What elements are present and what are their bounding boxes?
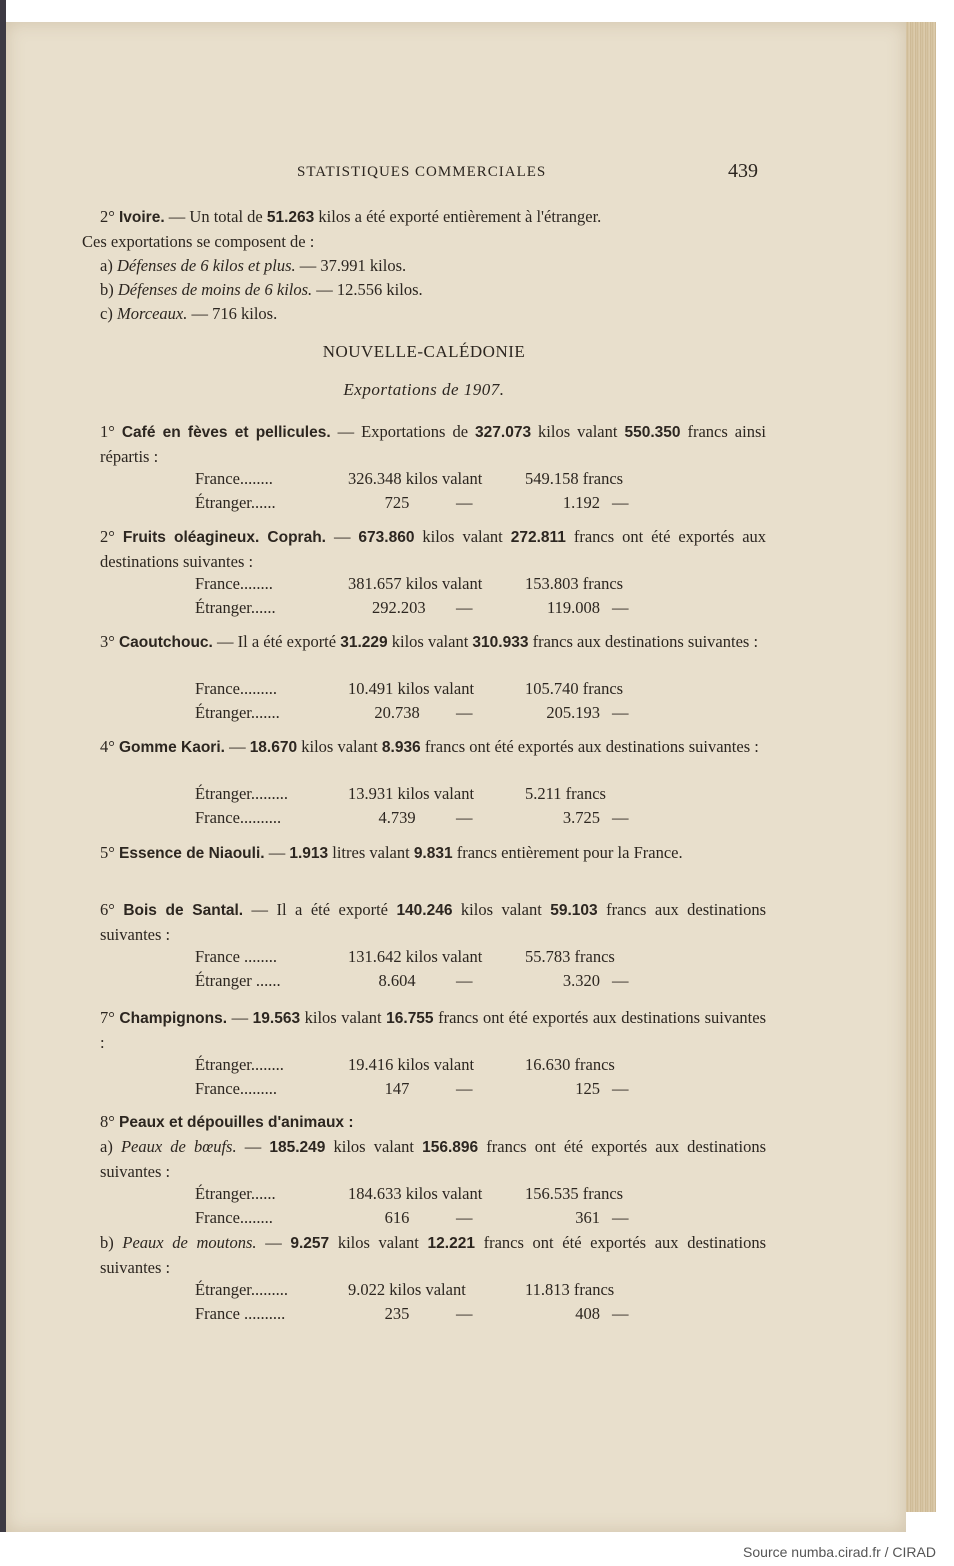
sub-letter: b) [100, 1233, 123, 1252]
ditto-dash: — [612, 971, 629, 990]
product-paragraph [82, 1135, 766, 1184]
destination-label: France........ [195, 1208, 273, 1227]
paragraph-body [82, 630, 766, 655]
text: — Il a été exporté [212, 632, 341, 651]
ditto-dash: — [456, 971, 473, 990]
ditto-dash: — [456, 808, 473, 827]
value-francs: 59.103 [550, 902, 598, 919]
ditto-dash: — [612, 598, 629, 617]
ditto-dash: — [612, 1079, 629, 1098]
item-number: 6° [100, 900, 124, 919]
section-subtitle: Exportations de 1907. [343, 380, 505, 399]
text: — [325, 527, 359, 546]
quantity: 185.249 [269, 1139, 326, 1156]
text: francs ont été exportés aux destinations suivantes : [100, 1008, 767, 1052]
destination-label: Étranger....... [195, 703, 280, 722]
product-paragraph [82, 420, 766, 469]
kilos-value: 20.738 [374, 703, 420, 722]
sub-letter: a) [100, 1137, 121, 1156]
destination-label: France......... [195, 1079, 278, 1098]
destination-label: France.......... [195, 808, 282, 827]
kilos-value: 9.022 kilos valant [348, 1280, 466, 1299]
ditto-dash: — [456, 598, 473, 617]
destination-label: Étranger........ [195, 1055, 284, 1074]
quantity: 327.073 [475, 424, 532, 441]
text: francs aux destinations suivantes : [528, 632, 759, 651]
francs-value: 408 [575, 1304, 600, 1323]
paragraph-body [82, 1135, 766, 1184]
page-edges [906, 22, 936, 1512]
text: francs entièrement pour la France. [452, 843, 683, 862]
text: kilos a été exporté entièrement à l'étranger. [314, 207, 602, 226]
text: — [264, 843, 290, 862]
product-title: Bois de Santal. [123, 902, 244, 919]
sub-label: Morceaux. [116, 304, 188, 323]
francs-value: 16.630 francs [525, 1055, 615, 1074]
ditto-dash: — [456, 1079, 473, 1098]
quantity: 673.860 [358, 529, 415, 546]
paragraph-body [82, 898, 766, 947]
kilos-value: 235 [384, 1304, 410, 1323]
sub-label: Peaux de moutons. [122, 1233, 257, 1252]
product-paragraph [82, 630, 766, 655]
source-credit: Source numba.cirad.fr / CIRAD [743, 1544, 936, 1560]
item-number: 4° [100, 737, 119, 756]
page-number: 439 [728, 160, 758, 182]
kilos-value: 725 [384, 493, 410, 512]
francs-value: 361 [575, 1208, 600, 1227]
francs-value: 3.725 [562, 808, 600, 827]
product-title: Fruits oléagineux. Coprah. [122, 529, 326, 546]
text: francs ont été exportés aux destinations suivantes : [100, 1233, 767, 1277]
text: — [236, 1137, 270, 1156]
text: kilos valant [387, 632, 473, 651]
quantity: 19.563 [252, 1010, 301, 1027]
destination-label: France........ [195, 574, 273, 593]
kilos-value: 326.348 kilos valant [348, 469, 483, 488]
francs-value: 125 [575, 1079, 600, 1098]
paragraph-body [82, 1231, 766, 1280]
text: kilos valant [325, 1137, 423, 1156]
text: kilos valant [329, 1233, 428, 1252]
destination-label: France......... [195, 679, 278, 698]
text: — Il a été exporté [243, 900, 397, 919]
destination-label: France ........ [195, 947, 278, 966]
value-francs: 272.811 [510, 529, 566, 546]
quantity: 9.257 [290, 1235, 330, 1252]
ditto-dash: — [456, 493, 473, 512]
ditto-dash: — [612, 1304, 629, 1323]
text: — [224, 737, 250, 756]
destination-label: Étranger......... [195, 1280, 289, 1299]
ditto-dash: — [612, 1208, 629, 1227]
sub-letter: b) [100, 280, 114, 299]
value-francs: 550.350 [624, 424, 681, 441]
text: — [227, 1008, 253, 1027]
item-number: 1° [100, 422, 122, 441]
paragraph-body [82, 525, 766, 574]
kilos-value: 184.633 kilos valant [348, 1184, 483, 1203]
destination-label: Étranger...... [195, 493, 276, 512]
quantity: 31.229 [340, 634, 388, 651]
sub-label: Peaux de bœufs. [120, 1137, 237, 1156]
product-title: Champignons. [119, 1010, 228, 1027]
kilos-value: 13.931 kilos valant [348, 784, 475, 803]
kilos-value: 8.604 [378, 971, 416, 990]
kilos-value: 131.642 kilos valant [348, 947, 483, 966]
text: kilos valant [297, 737, 382, 756]
ditto-dash: — [612, 703, 629, 722]
value-francs: 12.221 [427, 1235, 475, 1252]
francs-value: 3.320 [562, 971, 600, 990]
product-paragraph [82, 735, 766, 760]
destination-label: Étranger...... [195, 1184, 276, 1203]
paragraph-body [82, 841, 766, 866]
product-title: Gomme Kaori. [118, 739, 225, 756]
quantity: 1.913 [289, 845, 329, 862]
francs-value: 105.740 francs [525, 679, 624, 698]
section-title: NOUVELLE-CALÉDONIE [322, 342, 526, 361]
destination-label: Étranger......... [195, 784, 289, 803]
ditto-dash: — [612, 808, 629, 827]
sub-value: — 37.991 kilos. [295, 256, 407, 275]
product-title: Café en fèves et pellicules. [121, 424, 331, 441]
item-number: 7° [100, 1008, 120, 1027]
running-title: STATISTIQUES COMMERCIALES [297, 164, 547, 180]
value-francs: 9.831 [413, 845, 453, 862]
francs-value: 55.783 francs [525, 947, 615, 966]
product-paragraph [82, 525, 766, 574]
text: kilos valant [300, 1008, 387, 1027]
text: kilos valant [414, 527, 511, 546]
text-line: Ces exportations se composent de : [82, 232, 315, 251]
product-title: Peaux et dépouilles d'animaux : [118, 1114, 354, 1131]
francs-value: 5.211 francs [525, 784, 606, 803]
ditto-dash: — [456, 1304, 473, 1323]
kilos-value: 10.491 kilos valant [348, 679, 475, 698]
francs-value: 205.193 [546, 703, 600, 722]
item-number: 8° [100, 1112, 119, 1131]
item-number: 5° [100, 843, 119, 862]
ivoire-paragraph [82, 205, 766, 326]
kilos-value: 4.739 [378, 808, 416, 827]
ditto-dash: — [612, 493, 629, 512]
destination-label: Étranger ...... [195, 971, 281, 990]
destination-label: Étranger...... [195, 598, 276, 617]
item-number: 2° [100, 527, 123, 546]
text: litres valant [328, 843, 414, 862]
text: francs aux destinations suivantes : [100, 900, 766, 944]
ditto-dash: — [456, 1208, 473, 1227]
francs-value: 11.813 francs [525, 1280, 615, 1299]
francs-value: 156.535 francs [525, 1184, 624, 1203]
sub-label: Défenses de moins de 6 kilos. [117, 280, 313, 299]
text: francs ainsi répartis : [100, 422, 766, 466]
quantity: 51.263 [266, 209, 315, 226]
sub-value: — 716 kilos. [187, 304, 278, 323]
value-francs: 310.933 [472, 634, 529, 651]
text: francs ont été exportés aux destinations suivantes : [100, 1137, 767, 1181]
value-francs: 16.755 [386, 1010, 434, 1027]
product-paragraph [82, 841, 766, 866]
paragraph-body [82, 420, 766, 469]
product-title: Essence de Niaouli. [118, 845, 265, 862]
kilos-value: 292.203 [372, 598, 426, 617]
text: francs ont été exportés aux destinations suivantes : [100, 527, 767, 571]
francs-value: 153.803 francs [525, 574, 624, 593]
product-title: Caoutchouc. [118, 634, 213, 651]
paragraph-body [82, 1110, 766, 1135]
sub-letter: c) [100, 304, 113, 323]
quantity: 140.246 [396, 902, 453, 919]
sub-letter: a) [100, 256, 113, 275]
text: — Un total de [164, 207, 267, 226]
text: francs ont été exportés aux destinations suivantes : [420, 737, 759, 756]
item-number: 3° [100, 632, 119, 651]
kilos-value: 19.416 kilos valant [348, 1055, 475, 1074]
product-paragraph [82, 1231, 766, 1280]
value-francs: 156.896 [422, 1139, 479, 1156]
product-paragraph [82, 1006, 766, 1055]
ditto-dash: — [456, 703, 473, 722]
sub-value: — 12.556 kilos. [312, 280, 423, 299]
kilos-value: 381.657 kilos valant [348, 574, 483, 593]
paragraph-body [82, 1006, 766, 1055]
item-number: 2° [100, 207, 115, 226]
destination-label: France .......... [195, 1304, 286, 1323]
kilos-value: 616 [384, 1208, 410, 1227]
product-title: Ivoire. [118, 209, 165, 226]
sub-label: Défenses de 6 kilos et plus. [116, 256, 296, 275]
text: kilos valant [452, 900, 551, 919]
francs-value: 1.192 [562, 493, 600, 512]
francs-value: 119.008 [546, 598, 600, 617]
value-francs: 8.936 [381, 739, 421, 756]
product-paragraph [82, 898, 766, 947]
product-paragraph [82, 1110, 766, 1135]
paragraph-body [82, 735, 766, 760]
francs-value: 549.158 francs [525, 469, 624, 488]
text: — [256, 1233, 291, 1252]
text: — Exportations de [330, 422, 476, 441]
quantity: 18.670 [249, 739, 298, 756]
kilos-value: 147 [384, 1079, 410, 1098]
destination-label: France........ [195, 469, 273, 488]
text: kilos valant [531, 422, 625, 441]
